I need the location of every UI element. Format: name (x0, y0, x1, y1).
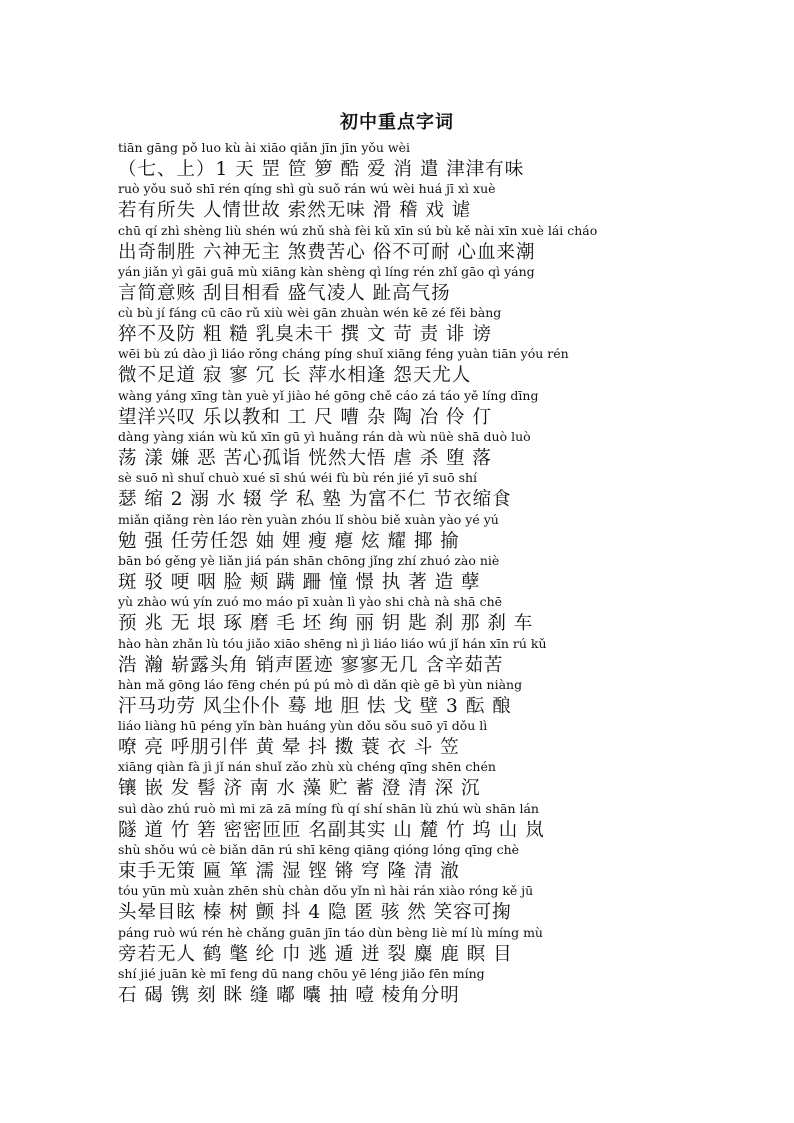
hanzi-row: 束手无策 匾 箪 濡 湿 铿 锵 穹 隆 清 澈 (118, 861, 460, 883)
pinyin-row: suì dào zhú ruò mì mi zā zā míng fù qí shí shān lù zhú wù shān lán (118, 800, 539, 816)
word-line (118, 223, 678, 264)
word-line (118, 718, 678, 759)
pinyin-row: wàng yáng xīng tàn yuè yǐ jiào hé gōng chě cáo zá táo yě líng dīng (118, 387, 539, 403)
word-line (118, 429, 678, 470)
hanzi-row: 斑 驳 哽 咽 脸 颊 蹒 跚 憧 憬 执 著 造 孽 (118, 571, 481, 593)
hanzi-row: 猝不及防 粗 糙 乳臭未干 撰 文 苛 责 诽 谤 (118, 324, 492, 346)
word-line (118, 512, 678, 553)
pinyin-row: xiāng qiàn fà jì jǐ nán shuǐ zǎo zhù xù chéng qīng shēn chén (118, 759, 496, 775)
word-line (118, 636, 678, 677)
hanzi-row: 瑟 缩 2 溺 水 辍 学 私 塾 为富不仁 节衣缩食 (118, 489, 512, 511)
pinyin-row: tiān gāng pǒ luo kù ài xiāo qiǎn jīn jīn yǒu wèi (118, 140, 411, 155)
pinyin-row: yù zhào wú yín zuó mo máo pī xuàn lì yào shi chà nà shā chē (118, 594, 503, 610)
word-line (118, 759, 678, 800)
pinyin-row: hào hàn zhǎn lù tóu jiǎo xiāo shēng nì jì liáo liáo wú jǐ hán xīn rú kǔ (118, 635, 547, 651)
pinyin-row: tóu yūn mù xuàn zhēn shù chàn dǒu yǐn nì hài rán xiào róng kě jū (118, 883, 534, 899)
hanzi-row: 旁若无人 鹤 氅 纶 巾 逃 遁 迸 裂 麋 鹿 瞑 目 (118, 943, 513, 965)
pinyin-row: bān bó gěng yè liǎn jiá pán shān chōng jǐng zhí zhuó zào niè (118, 552, 500, 568)
page-title: 初中重点字词 (340, 112, 454, 133)
hanzi-row: 头晕目眩 榛 树 颤 抖 4 隐 匿 骇 然 笑容可掬 (118, 902, 512, 924)
word-line (118, 553, 678, 594)
hanzi-row: （七、上）1 天 罡 笸 箩 酷 爱 消 遣 津津有味 (118, 159, 525, 180)
hanzi-row: 石 碣 镌 刻 眯 缝 嘟 囔 抽 噎 棱角分明 (118, 984, 460, 1006)
word-line (118, 801, 678, 842)
word-line (118, 925, 678, 966)
word-line (118, 842, 678, 883)
word-line (118, 346, 678, 387)
word-line (118, 470, 678, 511)
hanzi-row: 望洋兴叹 乐以教和 工 尺 嘈 杂 陶 冶 伶 仃 (118, 406, 492, 428)
pinyin-row: miǎn qiǎng rèn láo rèn yuàn zhóu lǐ shòu biě xuàn yào yé yú (118, 511, 499, 527)
hanzi-row: 出奇制胜 六神无主 煞费苦心 俗不可耐 心血来潮 (118, 241, 536, 263)
word-line (118, 677, 678, 718)
hanzi-row: 嘹 亮 呼朋引伴 黄 晕 抖 擞 蓑 衣 斗 笠 (118, 737, 460, 759)
pinyin-row: yán jiǎn yì gāi guā mù xiāng kàn shèng qì líng rén zhǐ gāo qì yáng (118, 263, 535, 279)
hanzi-row: 若有所失 人情世故 索然无味 滑 稽 戏 谑 (118, 200, 472, 222)
hanzi-row: 微不足道 寂 寥 冗 长 萍水相逢 怨天尤人 (118, 365, 472, 387)
hanzi-row: 镶 嵌 发 髻 济 南 水 藻 贮 蓄 澄 清 深 沉 (118, 778, 481, 800)
pinyin-row: shù shǒu wú cè biǎn dān rú shī kēng qiāng qióng lóng qīng chè (118, 842, 520, 858)
pinyin-row: sè suō nì shuǐ chuò xué sī shú wéi fù bù rén jié yī suō shí (118, 470, 478, 486)
word-line (118, 305, 678, 346)
pinyin-row: hàn mǎ gōng láo fēng chén pú pú mò dì dǎn qiè gē bì yùn niàng (118, 676, 523, 692)
word-line (118, 594, 678, 635)
pinyin-row: páng ruò wú rén hè chǎng guān jīn táo dùn bèng liè mí lù míng mù (118, 924, 543, 940)
pinyin-row: dàng yàng xián wù kǔ xīn gū yì huǎng rán dà wù nüè shā duò luò (118, 429, 531, 445)
word-line (118, 388, 678, 429)
pinyin-row: wēi bù zú dào jì liáo rǒng cháng píng shuǐ xiāng féng yuàn tiān yóu rén (118, 346, 569, 362)
hanzi-row: 荡 漾 嫌 恶 苦心孤诣 恍然大悟 虐 杀 堕 落 (118, 448, 492, 470)
word-line (118, 264, 678, 305)
pinyin-row: ruò yǒu suǒ shī rén qíng shì gù suǒ rán wú wèi huá jī xì xuè (118, 181, 496, 197)
hanzi-row: 言简意赅 刮目相看 盛气凌人 趾高气扬 (118, 282, 451, 304)
word-line (118, 140, 678, 181)
hanzi-row: 隧 道 竹 箬 密密匝匝 名副其实 山 麓 竹 坞 山 岚 (118, 819, 545, 841)
hanzi-row: 预 兆 无 垠 琢 磨 毛 坯 绚 丽 钥 匙 刹 那 刹 车 (118, 613, 534, 635)
word-line (118, 181, 678, 222)
word-line (118, 883, 678, 924)
word-line (118, 966, 678, 1007)
hanzi-row: 汗马功劳 风尘仆仆 蓦 地 胆 怯 戈 壁 3 酝 酿 (118, 695, 512, 717)
pinyin-row: liáo liàng hū péng yǐn bàn huáng yùn dǒu sǒu suō yī dǒu lì (118, 718, 488, 734)
hanzi-row: 勉 强 任劳任怨 妯 娌 瘦 瘪 炫 耀 揶 揄 (118, 530, 460, 552)
pinyin-row: shí jié juān kè mī feng dū nang chōu yē léng jiǎo fēn míng (118, 965, 485, 981)
pinyin-row: chū qí zhì shèng liù shén wú zhǔ shà fèi kǔ xīn sú bù kě nài xīn xuè lái cháo (118, 222, 598, 238)
pinyin-row: cù bù jí fáng cū cāo rǔ xiù wèi gān zhuàn wén kē zé fěi bàng (118, 305, 502, 321)
hanzi-row: 浩 瀚 崭露头角 销声匿迹 寥寥无几 含辛茹苦 (118, 654, 504, 676)
word-list (118, 140, 678, 1007)
